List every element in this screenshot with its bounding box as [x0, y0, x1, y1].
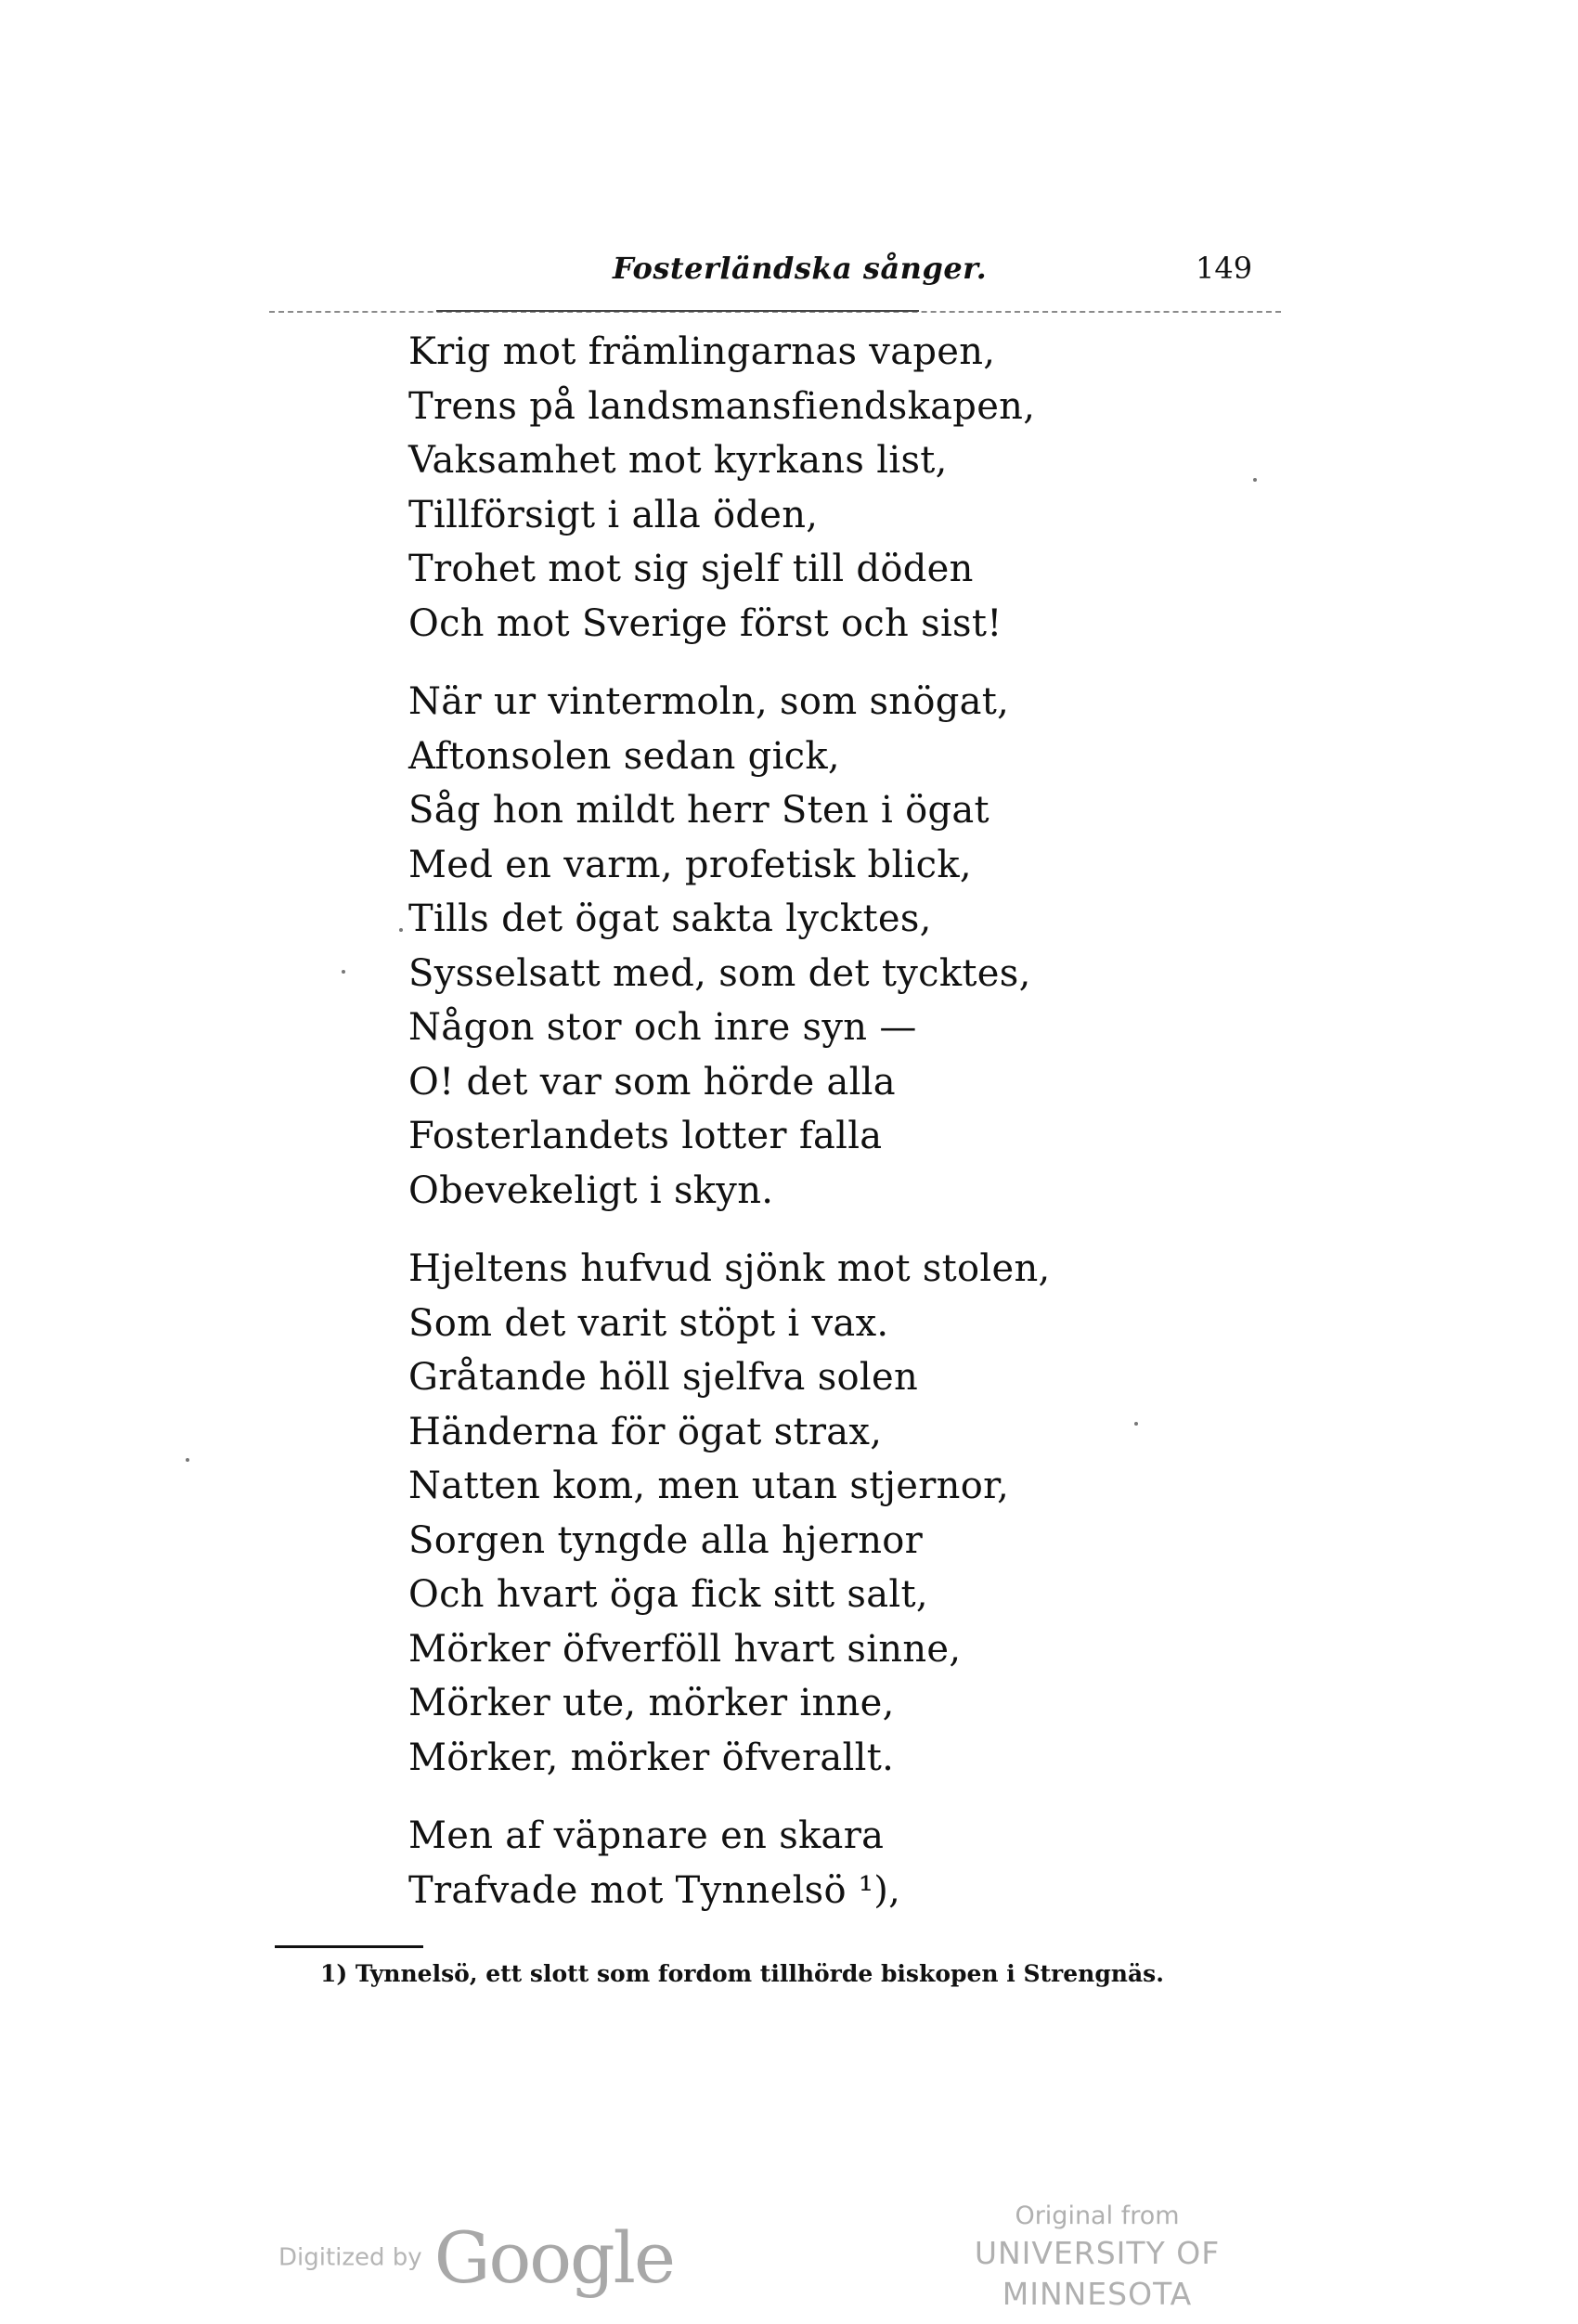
- footnote-rule: [275, 1945, 423, 1948]
- verse-line: Tillförsigt i alla öden,: [408, 493, 819, 536]
- verse-line: Obevekeligt i skyn.: [408, 1168, 774, 1212]
- verse-line: Och hvart öga fick sitt salt,: [408, 1573, 928, 1616]
- verse-line: Händerna för ögat strax,: [408, 1410, 883, 1453]
- digitized-by-label: Digitized by: [278, 2243, 422, 2272]
- stanza-1: [408, 325, 1244, 651]
- verse-line: Och mot Sverige först och sist!: [408, 601, 1002, 645]
- stanza-3: [408, 1242, 1244, 1785]
- verse-line: Mörker ute, mörker inne,: [408, 1682, 895, 1724]
- verse-line: Mörker öfverföll hvart sinne,: [408, 1627, 962, 1671]
- verse-line: Som det varit stöpt i vax.: [408, 1301, 889, 1345]
- poem-body: [408, 325, 1244, 1942]
- verse-line: Trens på landsmansfiendskapen,: [408, 384, 1036, 428]
- verse-line: Sorgen tyngde alla hjernor: [408, 1518, 924, 1562]
- print-speck: [1253, 478, 1257, 482]
- verse-line: O! det var som hörde alla: [408, 1060, 896, 1104]
- digitized-by-watermark: [278, 2216, 674, 2299]
- verse-line: Natten kom, men utan stjernor,: [408, 1465, 1010, 1507]
- footnote: 1) Tynnelsö, ett slott som fordom tillhörde biskopen i Strengnäs.: [320, 1960, 1164, 1987]
- stanza-2: [408, 675, 1244, 1218]
- verse-line: Trafvade mot Tynnelsö ¹),: [408, 1868, 901, 1912]
- verse-line: Med en varm, profetisk blick,: [408, 843, 972, 886]
- verse-line: Mörker, mörker öfverallt.: [408, 1736, 895, 1779]
- verse-line: När ur vintermoln, som snögat,: [408, 680, 1010, 723]
- original-from-watermark: [893, 2200, 1301, 2315]
- verse-line: Tills det ögat sakta lycktes,: [408, 897, 932, 940]
- stanza-4: [408, 1809, 1244, 1917]
- verse-line: Men af väpnare en skara: [408, 1814, 885, 1857]
- google-logo: Google: [433, 2216, 674, 2299]
- verse-line: Trohet mot sig sjelf till döden: [408, 548, 974, 590]
- verse-line: Någon stor och inre syn —: [408, 1006, 917, 1049]
- verse-line: Aftonsolen sedan gick,: [408, 734, 840, 778]
- header-rule-accent: [436, 310, 919, 312]
- verse-line: Hjeltens hufvud sjönk mot stolen,: [408, 1247, 1051, 1290]
- verse-line: Vaksamhet mot kyrkans list,: [408, 439, 948, 482]
- verse-line: Gråtande höll sjelfva solen: [408, 1356, 919, 1399]
- verse-line: Krig mot främlingarnas vapen,: [408, 330, 996, 373]
- print-speck: [186, 1458, 189, 1462]
- print-speck: [342, 970, 345, 974]
- verse-line: Såg hon mildt herr Sten i ögat: [408, 789, 989, 832]
- original-from-label: Original from: [1015, 2201, 1180, 2230]
- institution-name: UNIVERSITY OF MINNESOTA: [974, 2235, 1221, 2312]
- print-speck: [399, 928, 403, 932]
- verse-line: Fosterlandets lotter falla: [408, 1115, 883, 1157]
- print-speck: [1134, 1422, 1138, 1426]
- running-title: Fosterländska sånger.: [613, 251, 988, 286]
- verse-line: Sysselsatt med, som det tycktes,: [408, 951, 1031, 995]
- page-number: 149: [1196, 251, 1253, 286]
